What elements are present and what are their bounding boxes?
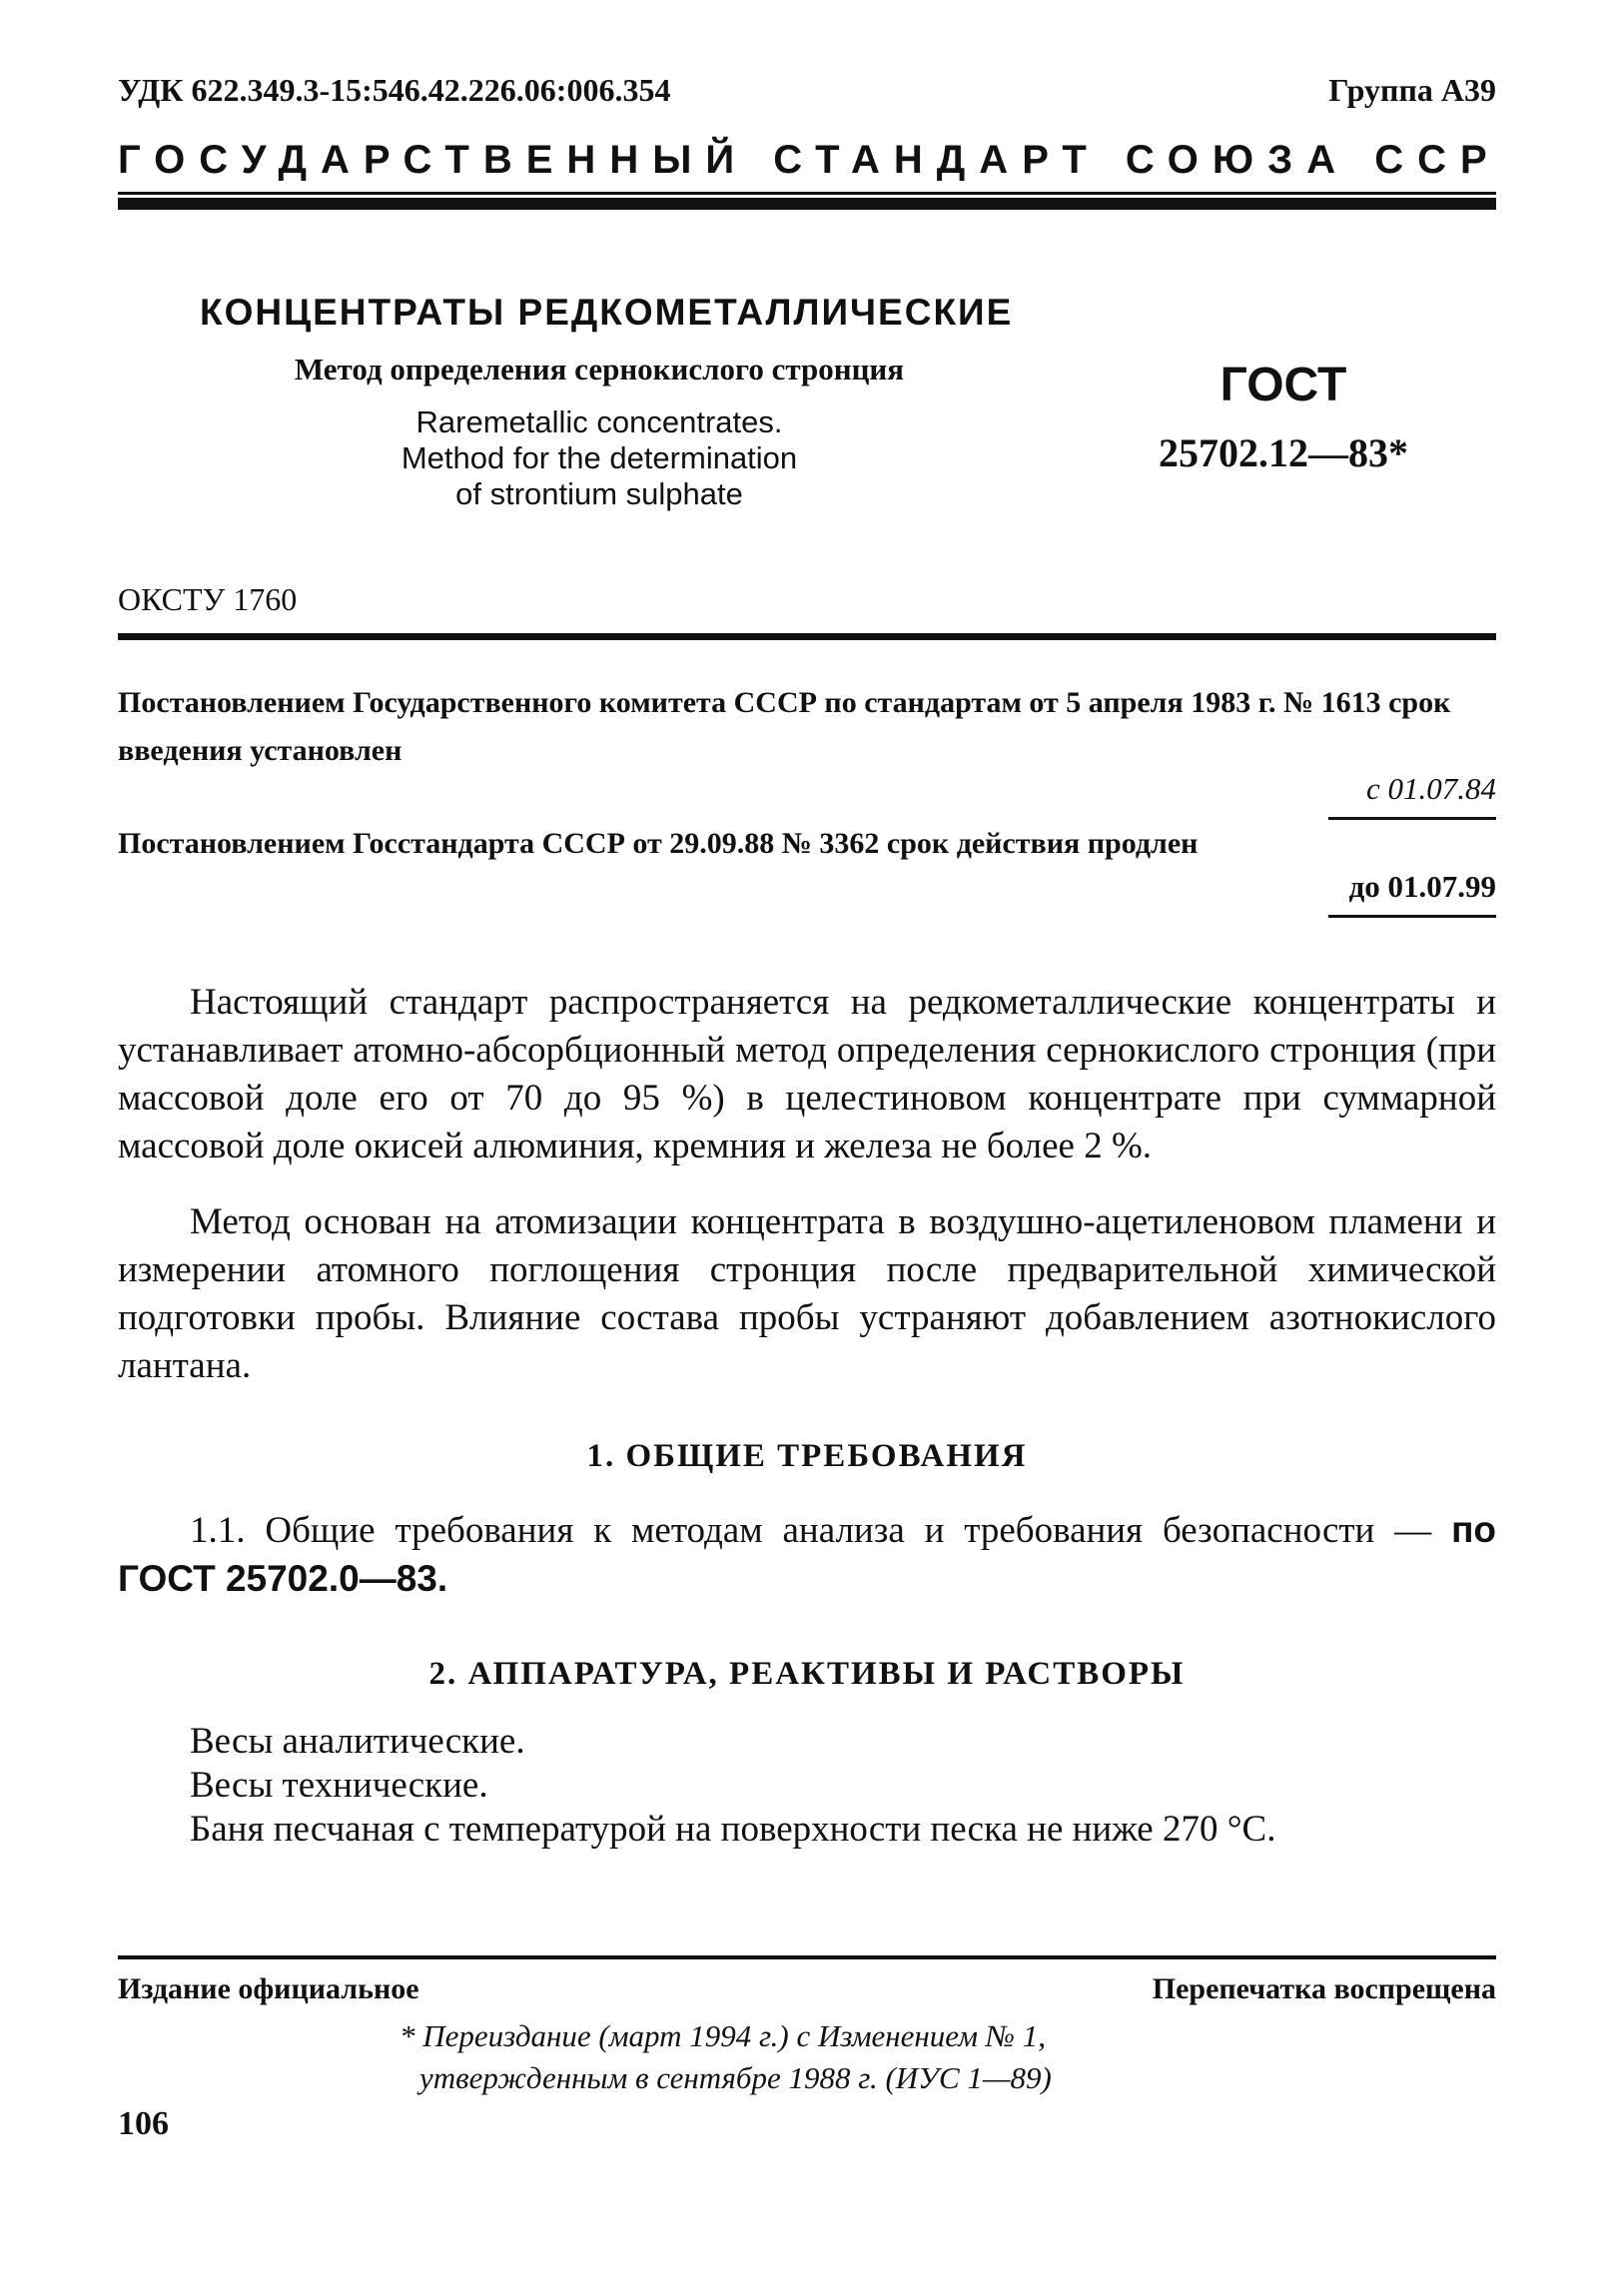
udk-code: УДК 622.349.3-15:546.42.226.06:006.354 bbox=[118, 72, 671, 108]
method-paragraph: Метод основан на атомизации концентрата в воздушно-ацетиленовом пламени и измерении атомного поглощения стронция после предварительной химической подготовки пробы. Влияние состава пробы устраняют добавлением азотнокислого лантана. bbox=[118, 1201, 1496, 1386]
footer-rule bbox=[118, 1955, 1496, 1959]
header-rule-thin bbox=[118, 192, 1496, 195]
header-rule-thick bbox=[118, 198, 1496, 210]
list-item: Весы аналитические. bbox=[190, 1721, 525, 1762]
edition-note-line: * Переиздание (март 1994 г.) с Изменением № 1, bbox=[400, 2018, 1047, 2053]
equipment-list bbox=[118, 1720, 1496, 1852]
list-item: Весы технические. bbox=[190, 1765, 488, 1806]
introduction-date: с 01.07.84 bbox=[1365, 771, 1496, 806]
section-2-heading: 2. АППАРАТУРА, РЕАКТИВЫ И РАСТВОРЫ bbox=[428, 1656, 1186, 1692]
reprint-prohibited-label: Перепечатка воспрещена bbox=[1152, 1972, 1496, 2005]
page-number: 106 bbox=[118, 2105, 169, 2142]
list-item: Баня песчаная с температурой на поверхности песка не ниже 270 °С. bbox=[190, 1809, 1276, 1850]
english-title bbox=[320, 404, 879, 512]
section-1-item bbox=[118, 1506, 1496, 1604]
document-title: КОНЦЕНТРАТЫ РЕДКОМЕТАЛЛИЧЕСКИЕ bbox=[200, 292, 1014, 333]
okstu-rule bbox=[118, 633, 1496, 640]
extension-date: до 01.07.99 bbox=[1348, 869, 1496, 904]
okstu-code: ОКСТУ 1760 bbox=[118, 581, 298, 617]
scope-paragraph: Настоящий стандарт распространяется на редкометаллические концентраты и устанавливает атомно-абсорбционный метод определения сернокислого стронция (при массовой доле его от 70 до 95 %) в целестиновом концентрате при суммарной массовой доле окисей алюминия, кремния и железа не более 2 %. bbox=[118, 982, 1496, 1166]
date-underline bbox=[1328, 817, 1496, 820]
group-code: Группа А39 bbox=[1328, 72, 1496, 108]
english-title-line: of strontium sulphate bbox=[455, 476, 743, 511]
official-edition-label: Издание официальное bbox=[118, 1972, 419, 2005]
edition-note bbox=[400, 2015, 1298, 2099]
document-subtitle: Метод определения сернокислого стронция bbox=[294, 352, 905, 386]
state-standard-heading: ГОСУДАРСТВЕННЫЙ СТАНДАРТ СОЮЗА ССР bbox=[118, 138, 1501, 182]
section-1-item-text: 1.1. Общие требования к методам анализа и требования безопасности — bbox=[190, 1510, 1432, 1551]
english-title-line: Method for the determination bbox=[401, 440, 798, 475]
gost-label: ГОСТ bbox=[1219, 359, 1347, 411]
gost-reference: по ГОСТ 25702.0—83. bbox=[118, 1509, 1497, 1599]
edition-note-line: утвержденным в сентябре 1988 г. (ИУС 1—89) bbox=[419, 2060, 1052, 2095]
gost-number: 25702.12—83* bbox=[1159, 430, 1408, 475]
decree-introduction: Постановлением Государственного комитета СССР по стандартам от 5 апреля 1983 г. № 1613 срок введения установлен bbox=[118, 686, 1451, 767]
date-underline bbox=[1328, 915, 1496, 918]
section-1-heading: 1. ОБЩИЕ ТРЕБОВАНИЯ bbox=[586, 1438, 1028, 1474]
english-title-line: Raremetallic concentrates. bbox=[415, 404, 783, 439]
decree-extension: Постановлением Госстандарта СССР от 29.09.88 № 3362 срок действия продлен bbox=[118, 827, 1199, 860]
